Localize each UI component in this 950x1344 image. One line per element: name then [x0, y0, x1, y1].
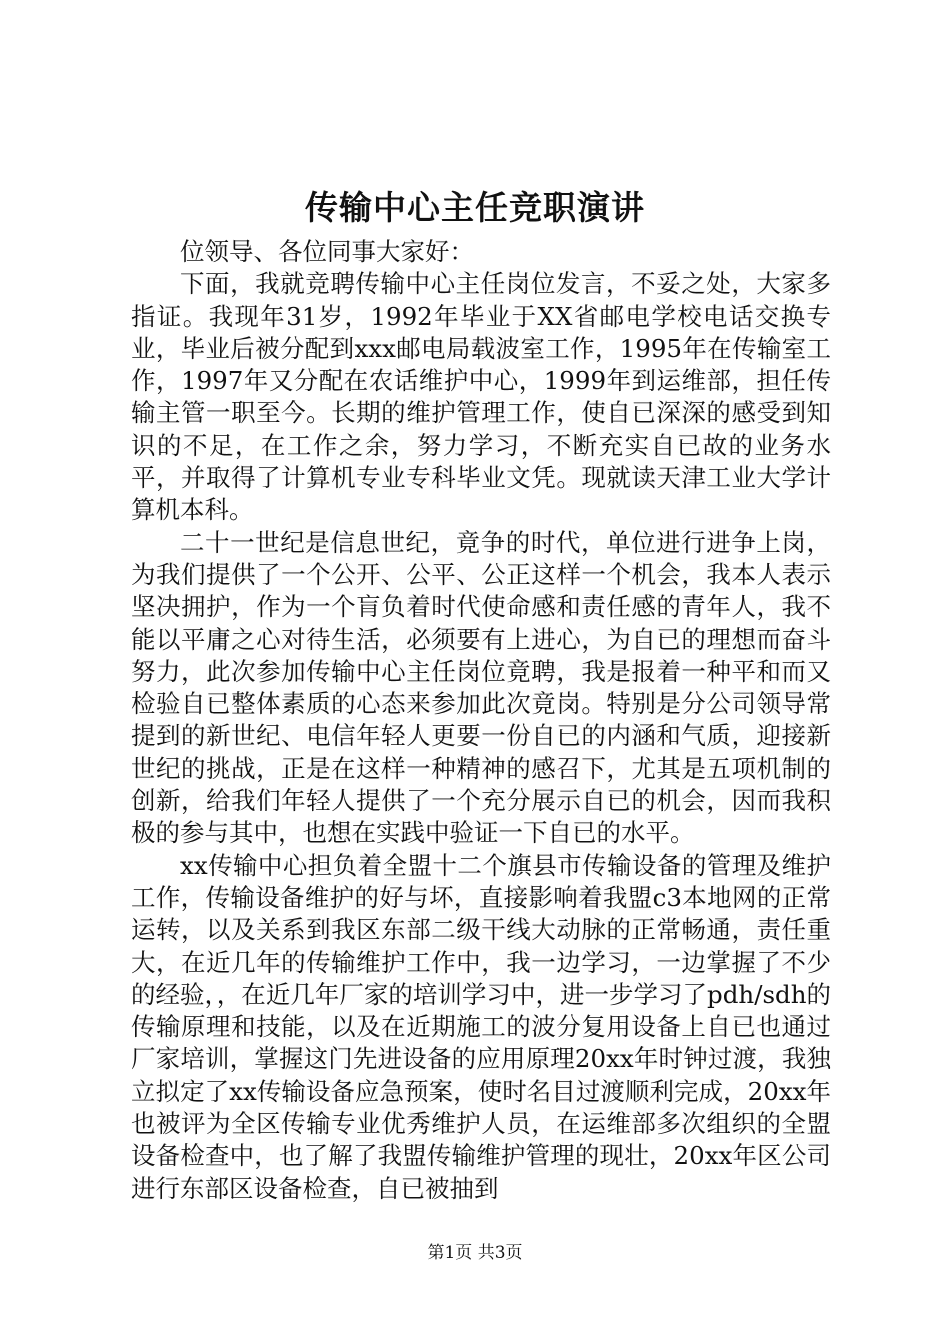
page-number-footer: 第1页 共3页 — [427, 1243, 523, 1263]
document-title: 传输中心主任竞职演讲 — [305, 188, 645, 227]
paragraph-experience: xx传输中心担负着全盟十二个旗县市传输设备的管理及维护工作，传输设备维护的好与坏，直接影响着我盟c3本地网的正常运转，以及关系到我区东部二级干线大动脉的正常畅通，责任重大，在近几年的传输维护工作中，我一边学习，一边掌握了不少的经验，，在近几年厂家的培训学习中，进一步学习了pdh/sdh的传输原理和技能，以及在近期施工的波分复用设备上自已也通过厂家培训，掌握这门先进设备的应用原理20xx年时钟过渡，我独立拟定了xx传输设备应急预案，使时名目过渡顺利完成，20xx年也被评为全区传输专业优秀维护人员，在运维部多次组织的全盟设备检查中，也了解了我盟传输维护管理的现壮，20xx年区公司进行东部区设备检查，自已被抽到 — [131, 850, 831, 1203]
document-body — [131, 236, 831, 1205]
paragraph-motivation: 二十一世纪是信息世纪，竟争的时代，单位进行进争上岗，为我们提供了一个公开、公平、公正这样一个机会，我本人表示坚决拥护，作为一个肓负着时代使命感和责任感的青年人，我不能以平庸之心对待生活，必须要有上进心，为自已的理想而奋斗努力，此次参加传输中心主任岗位竟聘，我是报着一种平和而又检验自已整体素质的心态来参加此次竟岗。特别是分公司领导常提到的新世纪、电信年轻人更要一份自已的内涵和气质，迎接新世纪的挑战，正是在这样一种精神的感召下，尤其是五项机制的创新，给我们年轻人提供了一个充分展示自已的机会，因而我积极的参与其中，也想在实践中验证一下自已的水平。 — [131, 527, 831, 848]
paragraph-introduction: 下面，我就竞聘传输中心主任岗位发言，不妥之处，大家多指证。我现年31岁，1992年毕业于XX省邮电学校电话交换专业，毕业后被分配到xxx邮电局载波室工作，1995年在传输室工作，1997年又分配在农话维护中心，1999年到运维部，担任传输主管一职至今。长期的维护管理工作，使自已深深的感受到知识的不足，在工作之余，努力学习，不断充实自已故的业务水平，并取得了计算机专业专科毕业文凭。现就读天津工业大学计算机本科。 — [131, 269, 831, 525]
paragraph-greeting: 位领导、各位同事大家好： — [180, 237, 474, 266]
